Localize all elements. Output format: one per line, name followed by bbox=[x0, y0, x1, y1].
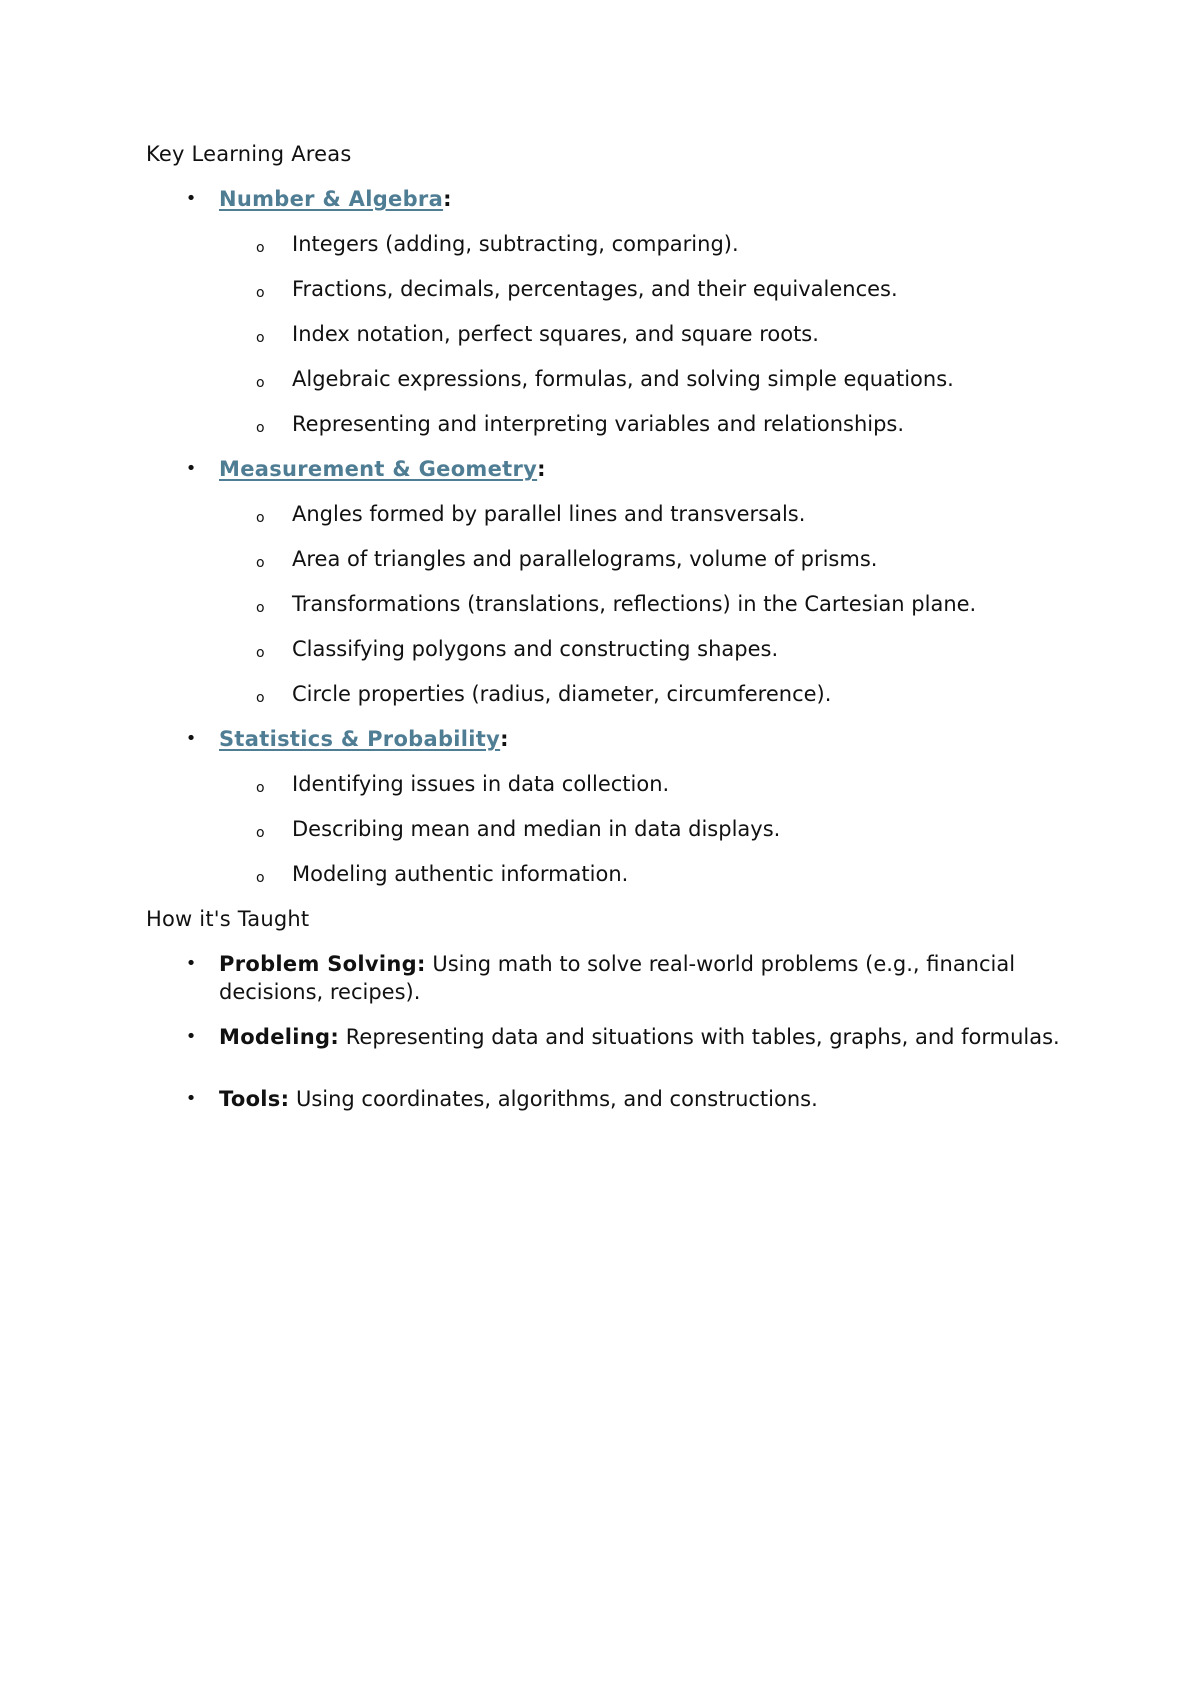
subtopic-text: Classifying polygons and constructing shapes. bbox=[292, 637, 779, 661]
subtopic-item bbox=[146, 680, 1076, 725]
bullet-dot-icon: • bbox=[185, 1088, 197, 1109]
bullet-dot-icon: • bbox=[185, 1026, 197, 1047]
topic-link-measurement-geometry[interactable]: Measurement & Geometry bbox=[219, 457, 538, 481]
subtopic-text: Algebraic expressions, formulas, and solving simple equations. bbox=[292, 367, 954, 391]
bullet-dot-icon: • bbox=[185, 728, 197, 749]
subtopic-item bbox=[146, 410, 1076, 455]
subtopic-text: Identifying issues in data collection. bbox=[292, 772, 670, 796]
circle-bullet-icon: o bbox=[256, 780, 265, 796]
topic-colon: : bbox=[537, 457, 546, 481]
subtopic-text: Index notation, perfect squares, and square roots. bbox=[292, 322, 819, 346]
how-taught-description: Using math to solve real-world problems (e.g., financial decisions, recipes). bbox=[219, 952, 1016, 1004]
topic-list bbox=[146, 185, 1076, 905]
subtopic-item bbox=[146, 365, 1076, 410]
how-taught-item bbox=[146, 950, 1076, 1023]
how-taught-entry bbox=[219, 1085, 1064, 1113]
circle-bullet-icon: o bbox=[256, 825, 265, 841]
subtopic-text: Circle properties (radius, diameter, circumference). bbox=[292, 682, 832, 706]
subtopic-item bbox=[146, 590, 1076, 635]
bullet-dot-icon: • bbox=[185, 458, 197, 479]
circle-bullet-icon: o bbox=[256, 645, 265, 661]
subtopic-item bbox=[146, 275, 1076, 320]
how-taught-heading: How it's Taught bbox=[146, 907, 310, 931]
topic-title-row bbox=[219, 725, 1076, 770]
subtopic-item bbox=[146, 635, 1076, 680]
topic-link-statistics-probability[interactable]: Statistics & Probability bbox=[219, 727, 501, 751]
circle-bullet-icon: o bbox=[256, 690, 265, 706]
topic-title-row bbox=[219, 455, 1076, 500]
subtopic-list bbox=[219, 230, 1076, 455]
circle-bullet-icon: o bbox=[256, 600, 265, 616]
bullet-dot-icon: • bbox=[185, 188, 197, 209]
topic-item bbox=[146, 455, 1076, 725]
circle-bullet-icon: o bbox=[256, 420, 265, 436]
circle-bullet-icon: o bbox=[256, 555, 265, 571]
circle-bullet-icon: o bbox=[256, 285, 265, 301]
how-taught-description: Representing data and situations with tables, graphs, and formulas. bbox=[339, 1025, 1060, 1049]
how-taught-item bbox=[146, 1085, 1076, 1130]
how-taught-label: Problem Solving: bbox=[219, 952, 426, 976]
how-taught-description: Using coordinates, algorithms, and constructions. bbox=[289, 1087, 818, 1111]
how-taught-list bbox=[146, 950, 1076, 1130]
subtopic-text: Area of triangles and parallelograms, volume of prisms. bbox=[292, 547, 878, 571]
bullet-dot-icon: • bbox=[185, 953, 197, 974]
circle-bullet-icon: o bbox=[256, 510, 265, 526]
how-taught-entry bbox=[219, 1023, 1064, 1051]
topic-title-row bbox=[219, 185, 1076, 230]
subtopic-text: Integers (adding, subtracting, comparing). bbox=[292, 232, 739, 256]
how-taught-label: Modeling: bbox=[219, 1025, 340, 1049]
subtopic-list bbox=[219, 500, 1076, 725]
topic-colon: : bbox=[500, 727, 509, 751]
subtopic-item bbox=[146, 815, 1076, 860]
subtopic-item bbox=[146, 230, 1076, 275]
topic-item bbox=[146, 725, 1076, 905]
how-taught-entry bbox=[219, 950, 1064, 1006]
subtopic-text: Angles formed by parallel lines and transversals. bbox=[292, 502, 806, 526]
subtopic-text: Modeling authentic information. bbox=[292, 862, 629, 886]
how-taught-item bbox=[146, 1023, 1076, 1085]
document-page bbox=[146, 140, 1076, 1130]
subtopic-text: Representing and interpreting variables and relationships. bbox=[292, 412, 905, 436]
subtopic-item bbox=[146, 500, 1076, 545]
subtopic-item bbox=[146, 545, 1076, 590]
circle-bullet-icon: o bbox=[256, 870, 265, 886]
key-learning-heading: Key Learning Areas bbox=[146, 142, 352, 166]
topic-link-number-algebra[interactable]: Number & Algebra bbox=[219, 187, 444, 211]
subtopic-text: Describing mean and median in data displays. bbox=[292, 817, 781, 841]
subtopic-item bbox=[146, 860, 1076, 905]
subtopic-item bbox=[146, 770, 1076, 815]
subtopic-text: Fractions, decimals, percentages, and their equivalences. bbox=[292, 277, 898, 301]
subtopic-item bbox=[146, 320, 1076, 365]
circle-bullet-icon: o bbox=[256, 375, 265, 391]
topic-item bbox=[146, 185, 1076, 455]
topic-colon: : bbox=[443, 187, 452, 211]
subtopic-text: Transformations (translations, reflections) in the Cartesian plane. bbox=[292, 592, 977, 616]
circle-bullet-icon: o bbox=[256, 330, 265, 346]
subtopic-list bbox=[219, 770, 1076, 905]
circle-bullet-icon: o bbox=[256, 240, 265, 256]
how-taught-label: Tools: bbox=[219, 1087, 290, 1111]
